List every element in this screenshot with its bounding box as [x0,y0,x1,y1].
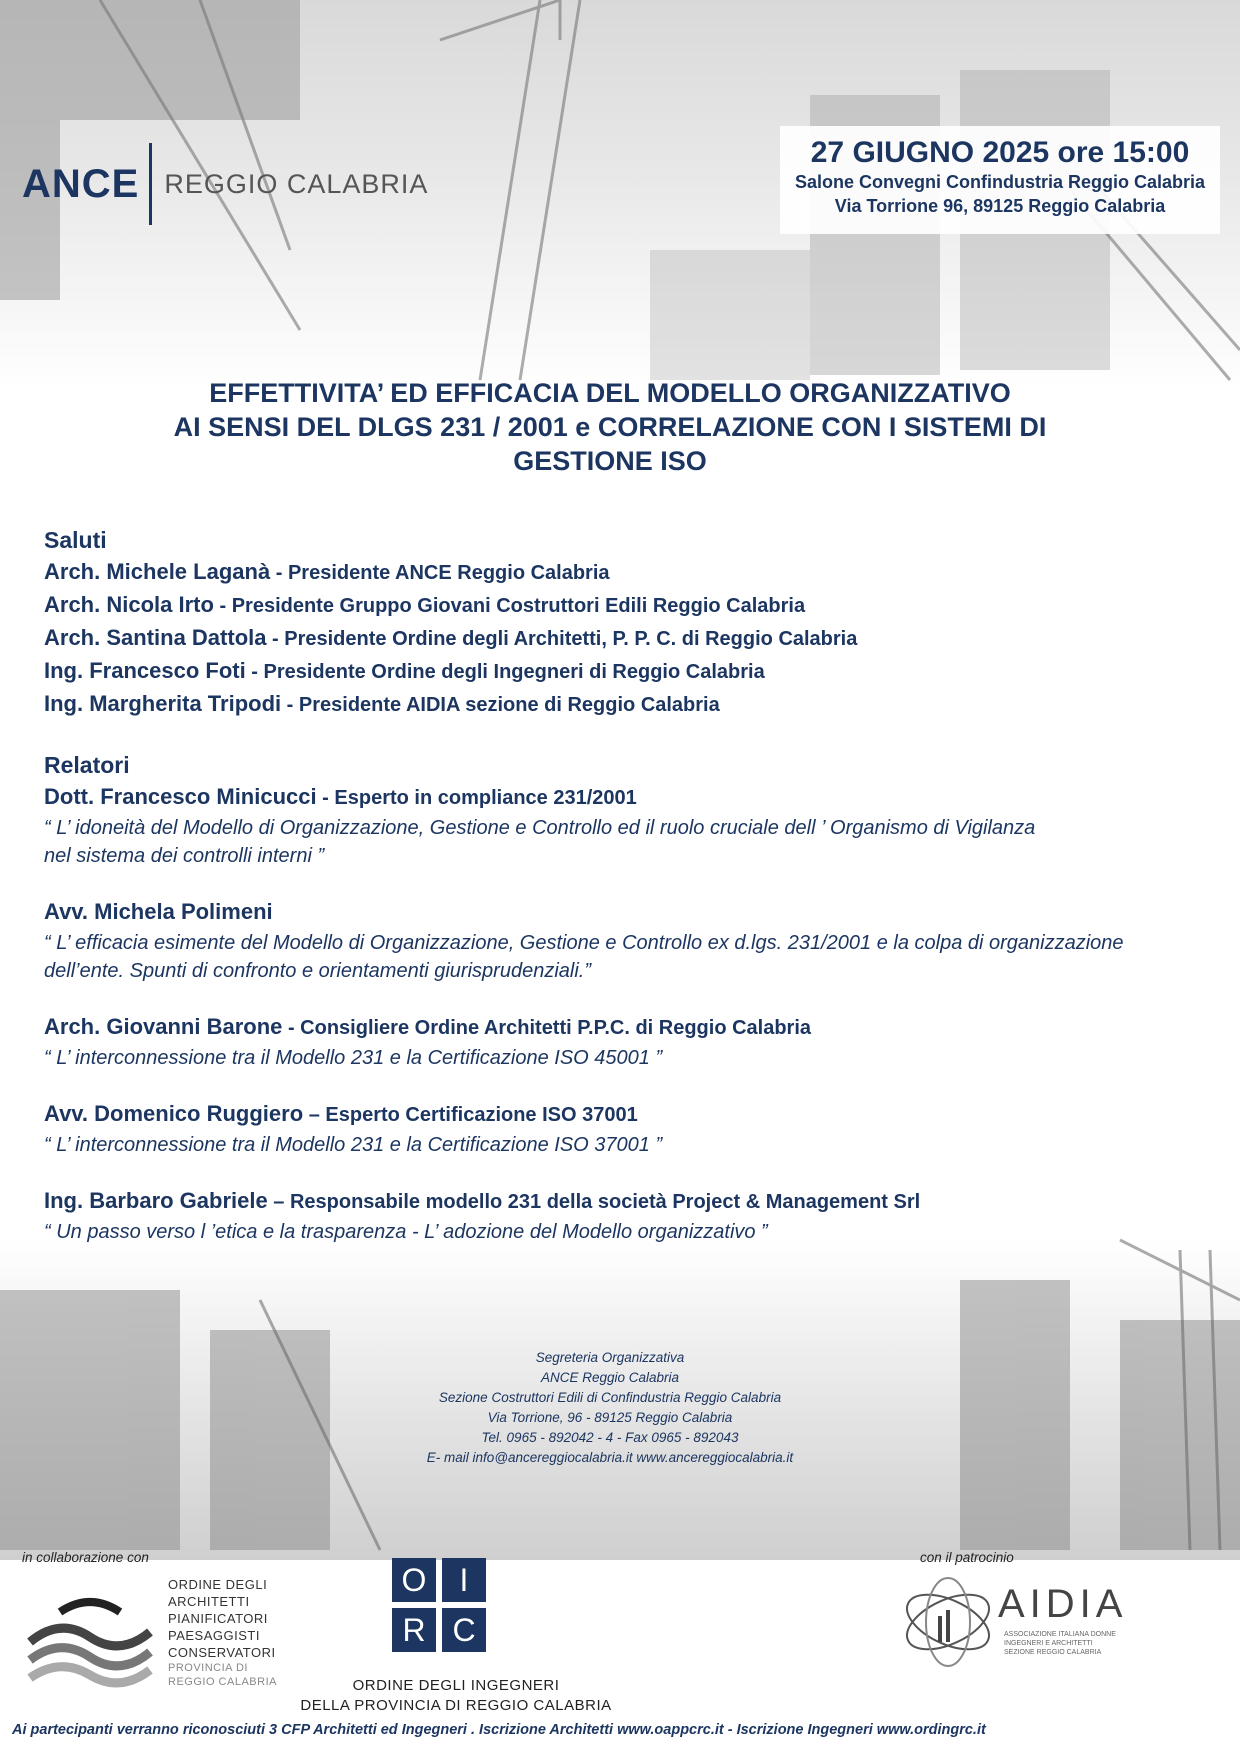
architects-logo-mark-icon [20,1582,160,1692]
secretary-line: Via Torrione, 96 - 89125 Reggio Calabria [487,1410,733,1425]
relatore-item [44,1185,1224,1218]
talk-title: dell’ente. Spunti di confronto e orientamenti giurisprudenziali.” [44,960,591,982]
title-line: AI SENSI DEL DLGS 231 / 2001 e CORRELAZIONE CON I SISTEMI DI [173,412,1047,442]
speaker-name: Avv. Michela Polimeni [44,899,273,924]
speaker-name: Ing. Margherita Tripodi [44,691,282,716]
talk-title: “ L’ efficacia esimente del Modello di Organizzazione, Gestione e Controllo ex d.lgs. 231/2001 e la colpa di organizzazione [44,932,1124,954]
saluti-heading: Saluti [44,527,107,553]
patronage-label: con il patrocinio [920,1550,1014,1565]
event-title [80,376,1140,478]
speaker-role: - Esperto in compliance 231/2001 [316,787,637,809]
oirc-letter: I [442,1558,486,1602]
title-line: EFFETTIVITA’ ED EFFICACIA DEL MODELLO ORGANIZZATIVO [209,378,1011,408]
oirc-letter: O [392,1558,436,1602]
aidia-subtitle-line: ASSOCIAZIONE ITALIANA DONNE [1004,1631,1116,1638]
secretary-line: Sezione Costruttori Edili di Confindustria Reggio Calabria [438,1390,782,1405]
secretary-line: Tel. 0965 - 892042 - 4 - Fax 0965 - 892043 [481,1430,739,1445]
aidia-subtitle-line: SEZIONE REGGIO CALABRIA [1004,1649,1102,1656]
logo-text-line: PIANIFICATORI [168,1611,268,1626]
cfp-registration-note: Ai partecipanti verranno riconosciuti 3 CFP Architetti ed Ingegneri . Iscrizione Architetti www.oappcrc.it - Iscrizione Ingegneri www.ordingrc.it [12,1722,986,1738]
saluti-item [44,556,1224,589]
aidia-subtitle [1004,1630,1144,1657]
collaboration-label: in collaborazione con [22,1550,149,1565]
aidia-subtitle-line: INGEGNERI E ARCHITETTI [1004,1640,1093,1647]
event-date-box [780,126,1220,234]
relatore-item [44,781,1224,814]
event-date: 27 GIUGNO 2025 ore 15:00 [810,136,1190,169]
speaker-role: – Esperto Certificazione ISO 37001 [303,1104,638,1126]
speaker-name: Ing. Barbaro Gabriele [44,1188,268,1213]
architects-order-logo [20,1572,300,1702]
aidia-orbit-icon [898,1572,998,1672]
secretary-contact: E- mail info@ancereggiocalabria.it www.ancereggiocalabria.it [426,1450,794,1465]
oirc-letter: R [392,1608,436,1652]
saluti-item [44,589,1224,622]
saluti-item [44,622,1224,655]
saluti-item [44,655,1224,688]
talk-title: “ L’ interconnessione tra il Modello 231 e la Certificazione ISO 45001 ” [44,1047,663,1069]
secretary-line: ANCE Reggio Calabria [540,1370,680,1385]
talk-title: “ Un passo verso l ’etica e la trasparenza - L’ adozione del Modello organizzativo ” [44,1221,768,1243]
speaker-role: - Presidente ANCE Reggio Calabria [270,562,610,584]
speaker-name: Arch. Nicola Irto [44,592,214,617]
oirc-letter: C [442,1608,486,1652]
speaker-name: Ing. Francesco Foti [44,658,246,683]
title-line: GESTIONE ISO [513,446,707,476]
aidia-logo [898,1572,1148,1672]
talk-title: “ L’ idoneità del Modello di Organizzazione, Gestione e Controllo ed il ruolo cruciale dell ’ Organismo di Vigilanza [44,817,1036,839]
speaker-role: - Presidente Gruppo Giovani Costruttori Edili Reggio Calabria [213,595,806,617]
aidia-name: AIDIA [998,1582,1128,1626]
relatore-item [44,896,1224,929]
program-content [44,524,1224,1246]
event-address: Via Torrione 96, 89125 Reggio Calabria [834,196,1166,216]
ance-logo [22,138,442,230]
organizing-secretariat [310,1348,910,1468]
speaker-name: Arch. Michele Laganà [44,559,271,584]
talk-title: “ L’ interconnessione tra il Modello 231 e la Certificazione ISO 37001 ” [44,1134,663,1156]
speaker-role: - Presidente Ordine degli Architetti, P. P. C. di Reggio Calabria [266,628,858,650]
speaker-role: - Consigliere Ordine Architetti P.P.C. di Reggio Calabria [282,1017,812,1039]
event-venue: Salone Convegni Confindustria Reggio Calabria [794,172,1206,192]
relatori-heading: Relatori [44,752,130,778]
ance-logo-word: ANCE [22,161,140,206]
talk-title: nel sistema dei controlli interni ” [44,845,325,867]
engineers-order-name [286,1676,626,1716]
speaker-role: – Responsabile modello 231 della società Project & Management Srl [267,1191,921,1213]
logo-text-line: ARCHITETTI [168,1594,250,1609]
relatore-item [44,1011,1224,1044]
ance-logo-divider [149,143,152,225]
engineers-order-line: ORDINE DEGLI INGEGNERI [352,1677,560,1694]
saluti-item [44,688,1224,721]
speaker-name: Arch. Giovanni Barone [44,1014,283,1039]
speaker-name: Avv. Domenico Ruggiero [44,1101,304,1126]
logo-text-line: PROVINCIA DI [168,1662,248,1674]
speaker-role: - Presidente Ordine degli Ingegneri di Reggio Calabria [245,661,765,683]
logo-text-line: ORDINE DEGLI [168,1577,268,1592]
relatore-item [44,1098,1224,1131]
logo-text-line: PAESAGGISTI [168,1628,260,1643]
speaker-role: - Presidente AIDIA sezione di Reggio Calabria [281,694,720,716]
engineers-order-line: DELLA PROVINCIA DI REGGIO CALABRIA [300,1697,612,1714]
speaker-name: Arch. Santina Dattola [44,625,267,650]
engineers-order-logo [392,1558,488,1654]
logo-text-line: REGGIO CALABRIA [168,1676,277,1688]
ance-logo-city: REGGIO CALABRIA [164,168,429,199]
secretary-line: Segreteria Organizzativa [535,1350,685,1365]
logo-text-line: CONSERVATORI [168,1645,276,1660]
speaker-name: Dott. Francesco Minicucci [44,784,317,809]
architects-logo-text [168,1576,277,1689]
